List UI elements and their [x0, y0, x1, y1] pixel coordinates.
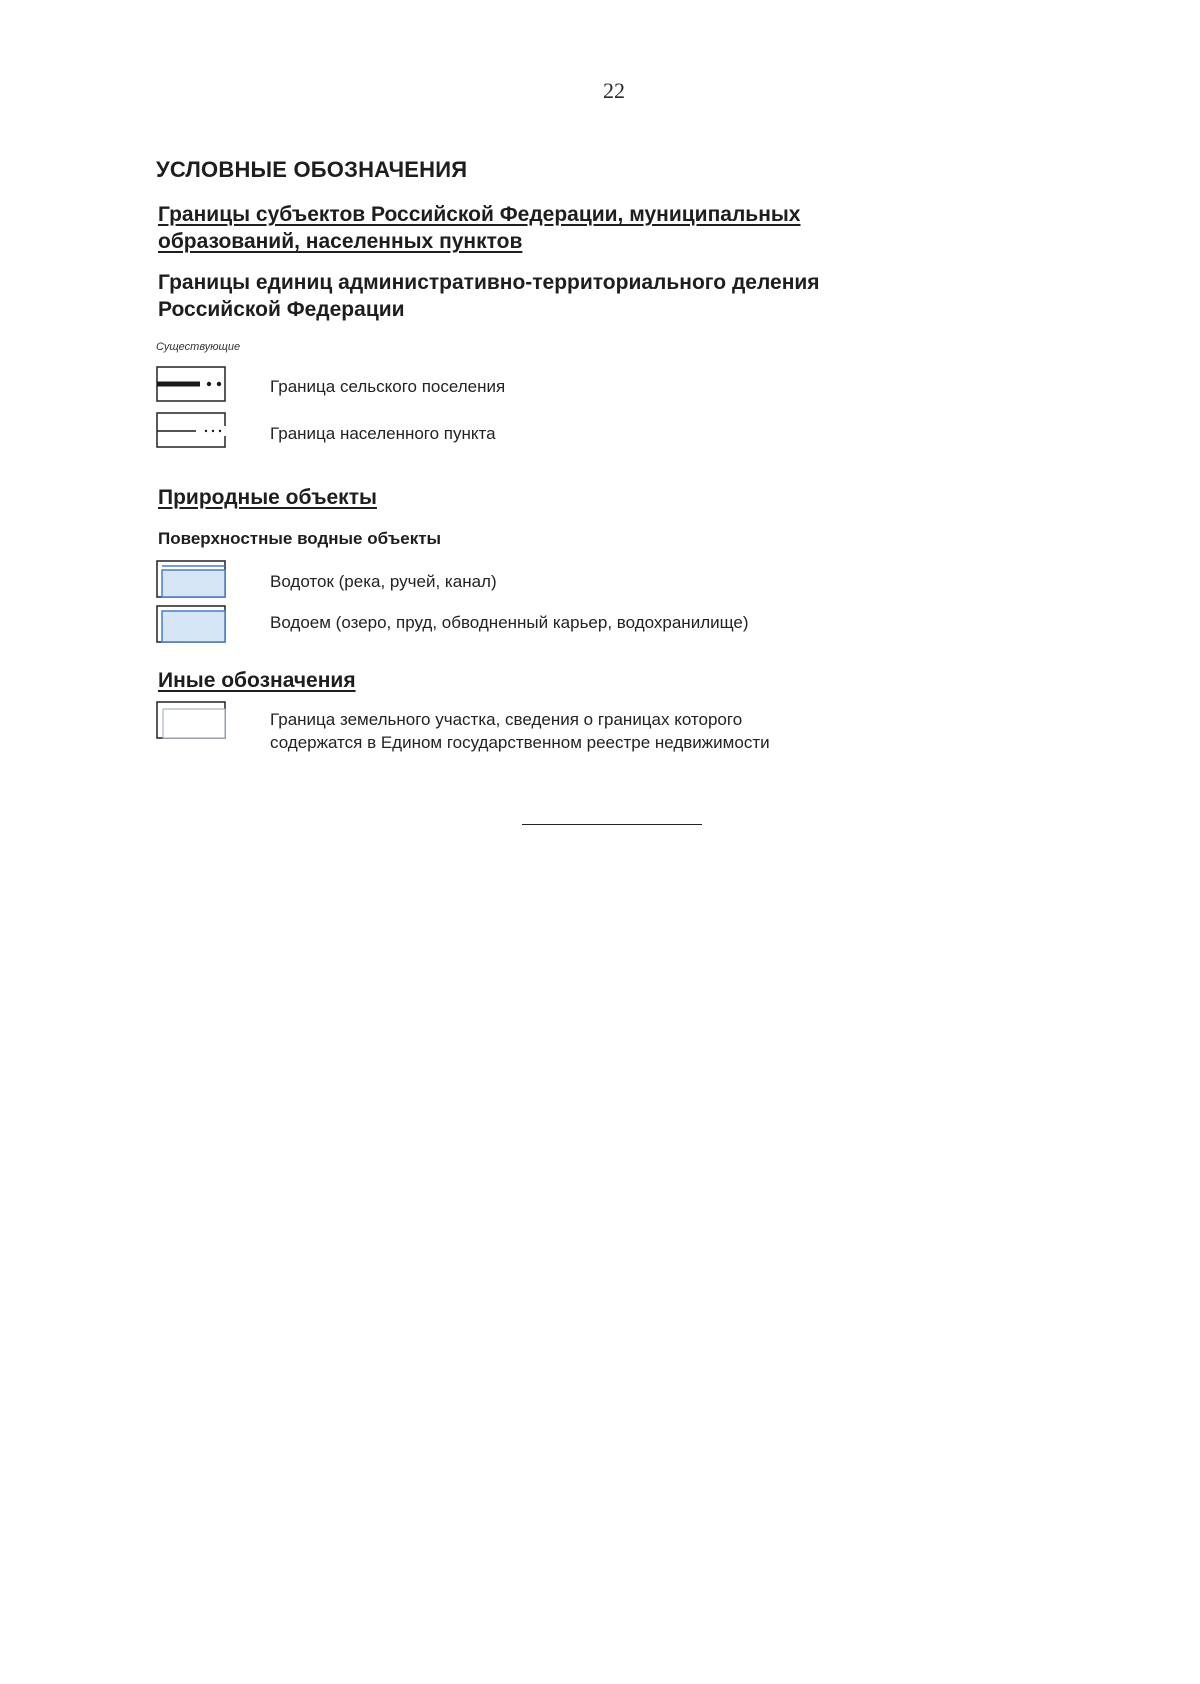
- admin-division-subheading-line1: Границы единиц административно-территориального деления: [158, 271, 820, 294]
- natural-objects-heading: Природные объекты: [158, 486, 377, 509]
- legend-label-settlement: Граница населенного пункта: [270, 424, 496, 443]
- land-plot-boundary-symbol-icon: [156, 701, 228, 741]
- legend-label-watercourse: Водоток (река, ручей, канал): [270, 572, 497, 591]
- legend-label-water-body: Водоем (озеро, пруд, обводненный карьер, водохранилище): [270, 613, 749, 632]
- page-number: 22: [603, 78, 625, 103]
- legend-title: УСЛОВНЫЕ ОБОЗНАЧЕНИЯ: [156, 157, 468, 182]
- watercourse-symbol-icon: [156, 560, 228, 600]
- rural-settlement-boundary-symbol-icon: [156, 366, 228, 404]
- boundaries-heading: Границы субъектов Российской Федерации, муниципальных образований, населенных пунктов: [158, 203, 801, 253]
- legend-label-land-plot-line1: Граница земельного участка, сведения о границах которого: [270, 710, 743, 729]
- end-divider-line: [522, 824, 702, 825]
- surface-water-subheading: Поверхностные водные объекты: [158, 529, 442, 548]
- legend-label-land-plot-line2: содержатся в Едином государственном реестре недвижимости: [270, 733, 770, 752]
- status-caption: Существующие: [156, 341, 241, 353]
- water-body-symbol-icon: [156, 605, 228, 645]
- other-designations-heading: Иные обозначения: [158, 669, 356, 692]
- settlement-boundary-symbol-icon: [156, 412, 228, 450]
- admin-division-subheading-line2: Российской Федерации: [158, 298, 405, 321]
- legend-label-rural-settlement: Граница сельского поселения: [270, 377, 506, 396]
